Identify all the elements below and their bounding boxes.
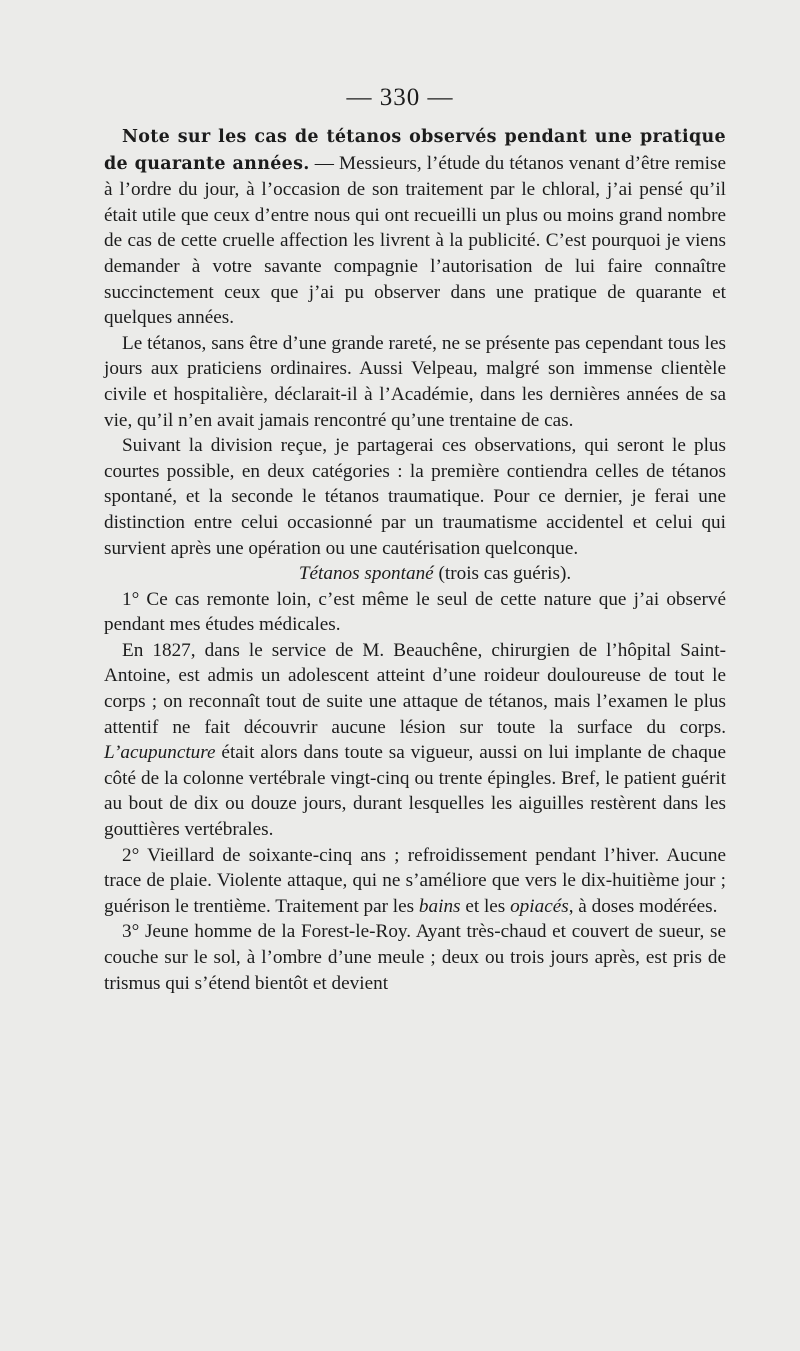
case-1-text-a: En 1827, dans le service de M. Beauchêne, chirurgien de l’hôpital Saint-Antoine, est admis un adolescent atteint d’une roideur douloureuse de tout le corps ; on reconnaît tout de suite une attaque de tétanos, mais l’examen le plus attentif ne fait découvrir aucune lésion sur toute la surface du corps. — [104, 639, 726, 738]
case-1-intro: 1° Ce cas remonte loin, c’est même le seul de cette nature que j’ai observé pendant mes études médicales. — [104, 588, 726, 636]
section-title — [104, 561, 726, 587]
case-2-text-a: 2° Vieillard de soixante-cinq ans ; refroidissement pendant l’hiver. Aucune trace de plaie. Violente attaque, qui ne s’améliore que vers le dix-huitième jour ; guérison le trentième. Traitement par les — [104, 844, 726, 917]
case-1-italic: L’acupuncture — [104, 742, 216, 764]
intro-text: — Messieurs, l’étude du tétanos venant d’être remise à l’ordre du jour, à l’occasion de son traitement par le chloral, j’ai pensé qu’il était utile que ceux d’entre nous qui ont recueilli un plus ou moins grand nombre de cas de cette cruelle affection les livrent à la publicité. C’est pourquoi je viens demander à votre savante compagnie l’autorisation de lui faire connaître succinctement ceux que j’ai pu observer dans une pratique de quarante et quelques années. — [104, 152, 726, 329]
case-3: 3° Jeune homme de la Forest-le-Roy. Ayant très-chaud et couvert de sueur, se couche sur le sol, à l’ombre d’une meule ; deux ou trois jours après, est pris de trismus qui s’étend bientôt et devient — [104, 921, 726, 994]
case-1-text-b: était alors dans toute sa vigueur, aussi on lui implante de chaque côté de la colonne vertébrale vingt-cinq ou trente épingles. Bref, le patient guérit au bout de dix ou douze jours, durant lesquelles les aiguilles restèrent dans les gouttières vertébrales. — [104, 742, 726, 841]
case-2-text-c: , à doses modérées. — [568, 895, 718, 917]
paragraph-division: Suivant la division reçue, je partagerai ces observations, qui seront le plus courtes possible, en deux catégories : la première contiendra celles de tétanos spontané, et la seconde le tétanos traumatique. Pour ce dernier, je ferai une distinction entre celui occasionné par un traumatisme accidentel et celui qui survient après une opération ou une cautérisation quelconque. — [104, 435, 726, 559]
case-2-text-b: et les — [460, 895, 511, 917]
paragraph-velpeau: Le tétanos, sans être d’une grande rareté, ne se présente pas cependant tous les jours aux praticiens ordinaires. Aussi Velpeau, malgré son immense clientèle civile et hospitalière, déclarait-il à l’Académie, dans les dernières années de sa vie, qu’il n’en avait jamais rencontré qu’une trentaine de cas. — [104, 332, 726, 431]
note-heading: Note sur les cas de tétanos observés pendant une pratique de quarante années. — [104, 127, 726, 174]
section-title-italic: Tétanos spontané — [298, 563, 434, 585]
page-number: — 330 — — [346, 84, 454, 111]
section-title-rest: (trois cas guéris). — [433, 563, 572, 585]
case-2-italic-bains: bains — [418, 895, 461, 917]
intro-paragraph — [104, 124, 726, 331]
case-2 — [104, 843, 726, 920]
case-1-body — [104, 638, 726, 843]
body-text — [104, 124, 726, 996]
case-2-italic-opiaces: opiacés — [510, 895, 569, 917]
